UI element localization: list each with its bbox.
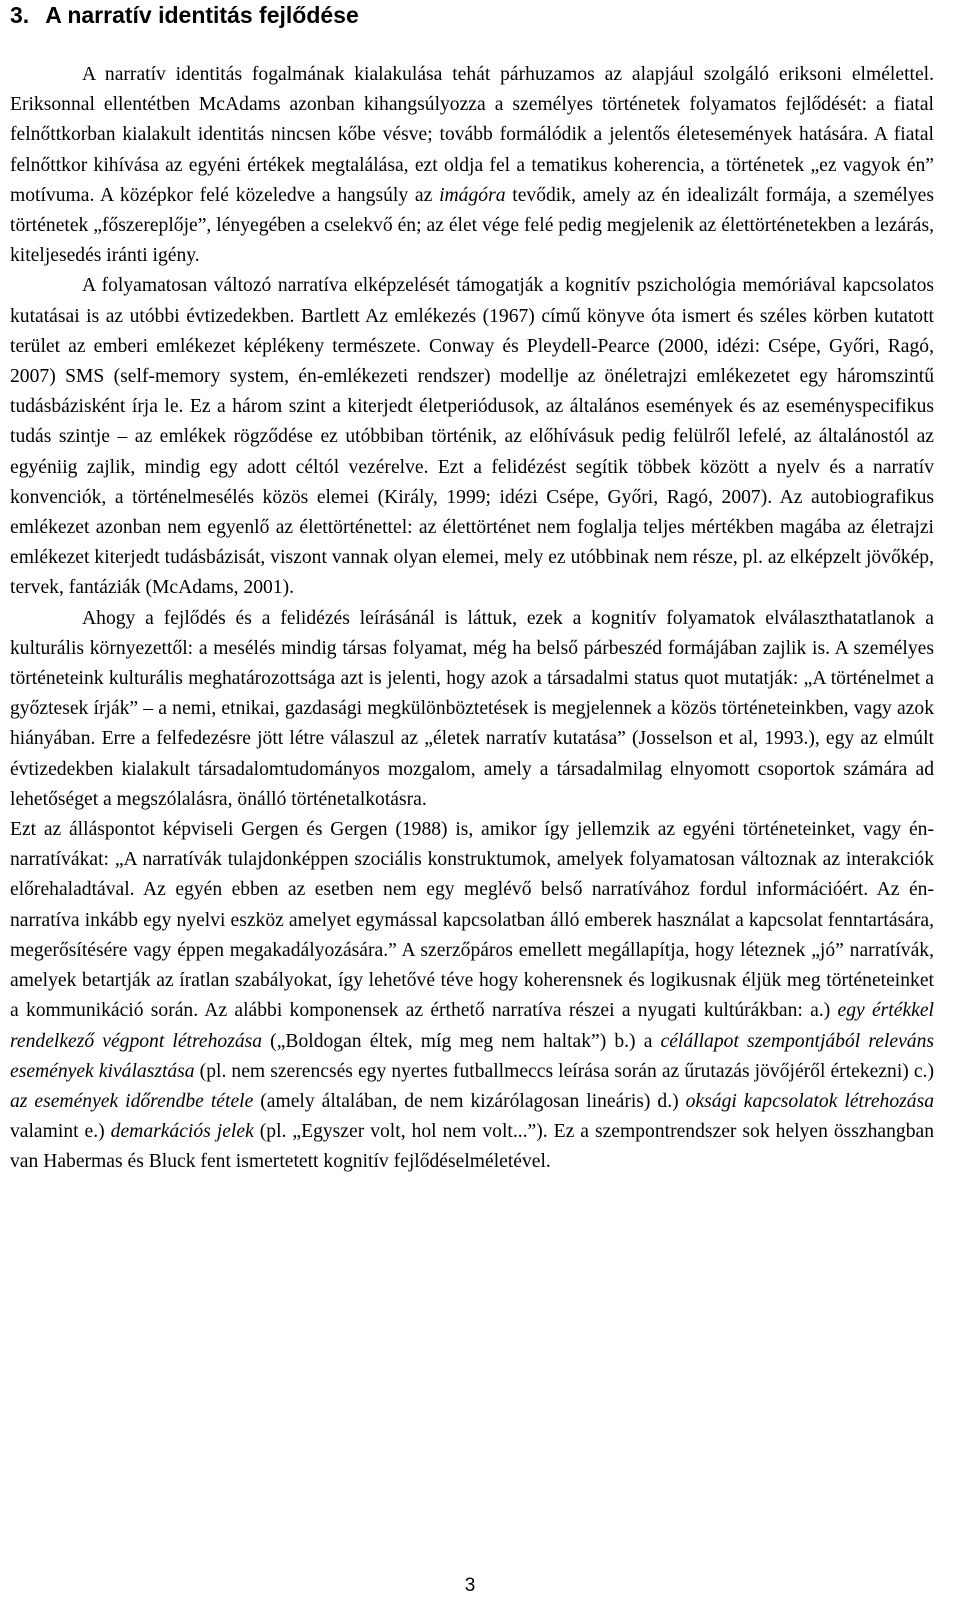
paragraph [10, 60, 934, 271]
section-number: 3. [10, 2, 30, 28]
paragraph [10, 815, 934, 1177]
text-run: Ahogy a fejlődés és a felidézés leírásánál is láttuk, ezek a kognitív folyamatok elválaszthatatlanok a kulturális környezettől: a mesélés mindig társas folyamat, még ha belső párbeszéd formájában zajlik is. A személyes történeteink kulturális meghatározottsága azt is jelenti, hogy azok a társadalmi status quot mutatják: „A történelmet a győztesek írják” – a nemi, etnikai, gazdasági megkülönböztetések is megjelennek a közös történeteinkben, vagy azok hiányában. Erre a felfedezésre jött létre válaszul az „életek narratív kutatása” (Josselson et al, 1993.), egy az elmúlt évtizedekben kialakult társadalomtudományos mozgalom, amely a társadalmilag elnyomott csoportok számára ad lehetőséget a megszólalásra, önálló történetalkotásra. [10, 607, 934, 810]
italic-text: célállapot szempontjából releváns események kiválasztása [10, 1030, 934, 1082]
italic-text: az események időrendbe tétele [10, 1090, 254, 1112]
section-title: A narratív identitás fejlődése [45, 2, 359, 28]
text-run: („Boldogan éltek, míg meg nem haltak”) b.) a [262, 1030, 661, 1052]
text-run: A folyamatosan változó narratíva elképzelését támogatják a kognitív pszichológia memóriával kapcsolatos kutatásai is az utóbbi évtizedekben. Bartlett Az emlékezés (1967) című könyve óta ismert és széles körben kutatott terület az emberi emlékezet képlékeny természete. Conway és Pleydell-Pearce (2000, idézi: Csépe, Győri, Ragó, 2007) SMS (self-memory system, én-emlékezeti rendszer) modellje az önéletrajzi emlékezetet egy háromszintű tudásbázisként írja le. Ez a három szint a kiterjedt életperiódusok, az általános események és az eseményspecifikus tudás szintje – az emlékek rögződése ez utóbbiban történik, az előhívásuk pedig felülről lefelé, az általánostól az egyéniig zajlik, mindig egy adott céltól vezérelve. Ezt a felidézést segítik többek között a nyelv és a narratív konvenciók, a történelmesélés közös elemei (Király, 1999; idézi Csépe, Győri, Ragó, 2007). Az autobiografikus emlékezet azonban nem egyenlő az élettörténettel: az élettörténet nem foglalja teljes mértékben magába az életrajzi emlékezet kiterjedt tudásbázisát, viszont vannak olyan elemei, mely ez utóbbinak nem része, pl. az elképzelt jövőkép, tervek, fantáziák (McAdams, 2001). [10, 275, 934, 599]
italic-text: oksági kapcsolatok létrehozása [685, 1090, 934, 1112]
body-text [10, 60, 934, 1178]
page-number: 3 [464, 1575, 476, 1596]
paragraph [10, 604, 934, 815]
text-run: Ezt az álláspontot képviseli Gergen és Gergen (1988) is, amikor így jellemzik az egyéni történeteinket, vagy én-narratívákat: „A narratívák tulajdonképpen szociális konstruktumok, amelyek folyamatosan változnak az interakciók előrehaladtával. Az egyén ebben az esetben nem egy meglévő belső narratívához fordul információért. Az én-narratíva inkább egy nyelvi eszköz amelyet egymással kapcsolatban álló emberek használat a kapcsolat fenntartására, megerősítésére vagy éppen megakadályozására.” A szerzőpáros emellett megállapítja, hogy léteznek „jó” narratívák, amelyek betartják az íratlan szabályokat, így lehetővé téve hogy koherensnek és logikusnak éljük meg történeteinket a kommunikáció során. Az alábbi komponensek az érthető narratíva részei a nyugati kultúrákban: a.) [10, 819, 934, 1022]
text-run: (pl. nem szerencsés egy nyertes futballmeccs leírása során az űrutazás jövőjéről értekezni) c.) [194, 1060, 934, 1082]
text-run: valamint e.) [10, 1121, 111, 1143]
italic-text: demarkációs jelek [110, 1121, 254, 1143]
paragraph [10, 271, 934, 603]
text-run: A narratív identitás fogalmának kialakulása tehát párhuzamos az alapjául szolgáló eriksoni elmélettel. Eriksonnal ellentétben McAdams azonban kihangsúlyozza a személyes történetek folyamatos fejlődését: a fiatal felnőttkorban kialakult identitás nincsen kőbe vésve; tovább formálódik a jelentős életesemények hatására. A fiatal felnőttkor kihívása az egyéni értékek megtalálása, ezt oldja fel a tematikus koherencia, a történetek „ez vagyok én” motívuma. A középkor felé közeledve a hangsúly az [10, 64, 934, 206]
italic-text: egy értékkel rendelkező végpont létrehozása [10, 1000, 934, 1052]
text-run: (amely általában, de nem kizárólagosan lineáris) d.) [253, 1090, 686, 1112]
text-run: tevődik, amely az én idealizált formája, a személyes történetek „főszereplője”, lényegében a cselekvő én; az élet vége felé pedig megjelenik az élettörténetekben a lezárás, kiteljesedés iránti igény. [10, 184, 934, 267]
italic-text: imágóra [439, 184, 506, 206]
text-run: (pl. „Egyszer volt, hol nem volt...”). Ez a szempontrendszer sok helyen összhangban van Habermas és Bluck fent ismertetett kognitív fejlődéselméletével. [10, 1121, 934, 1173]
section-heading [10, 0, 359, 30]
